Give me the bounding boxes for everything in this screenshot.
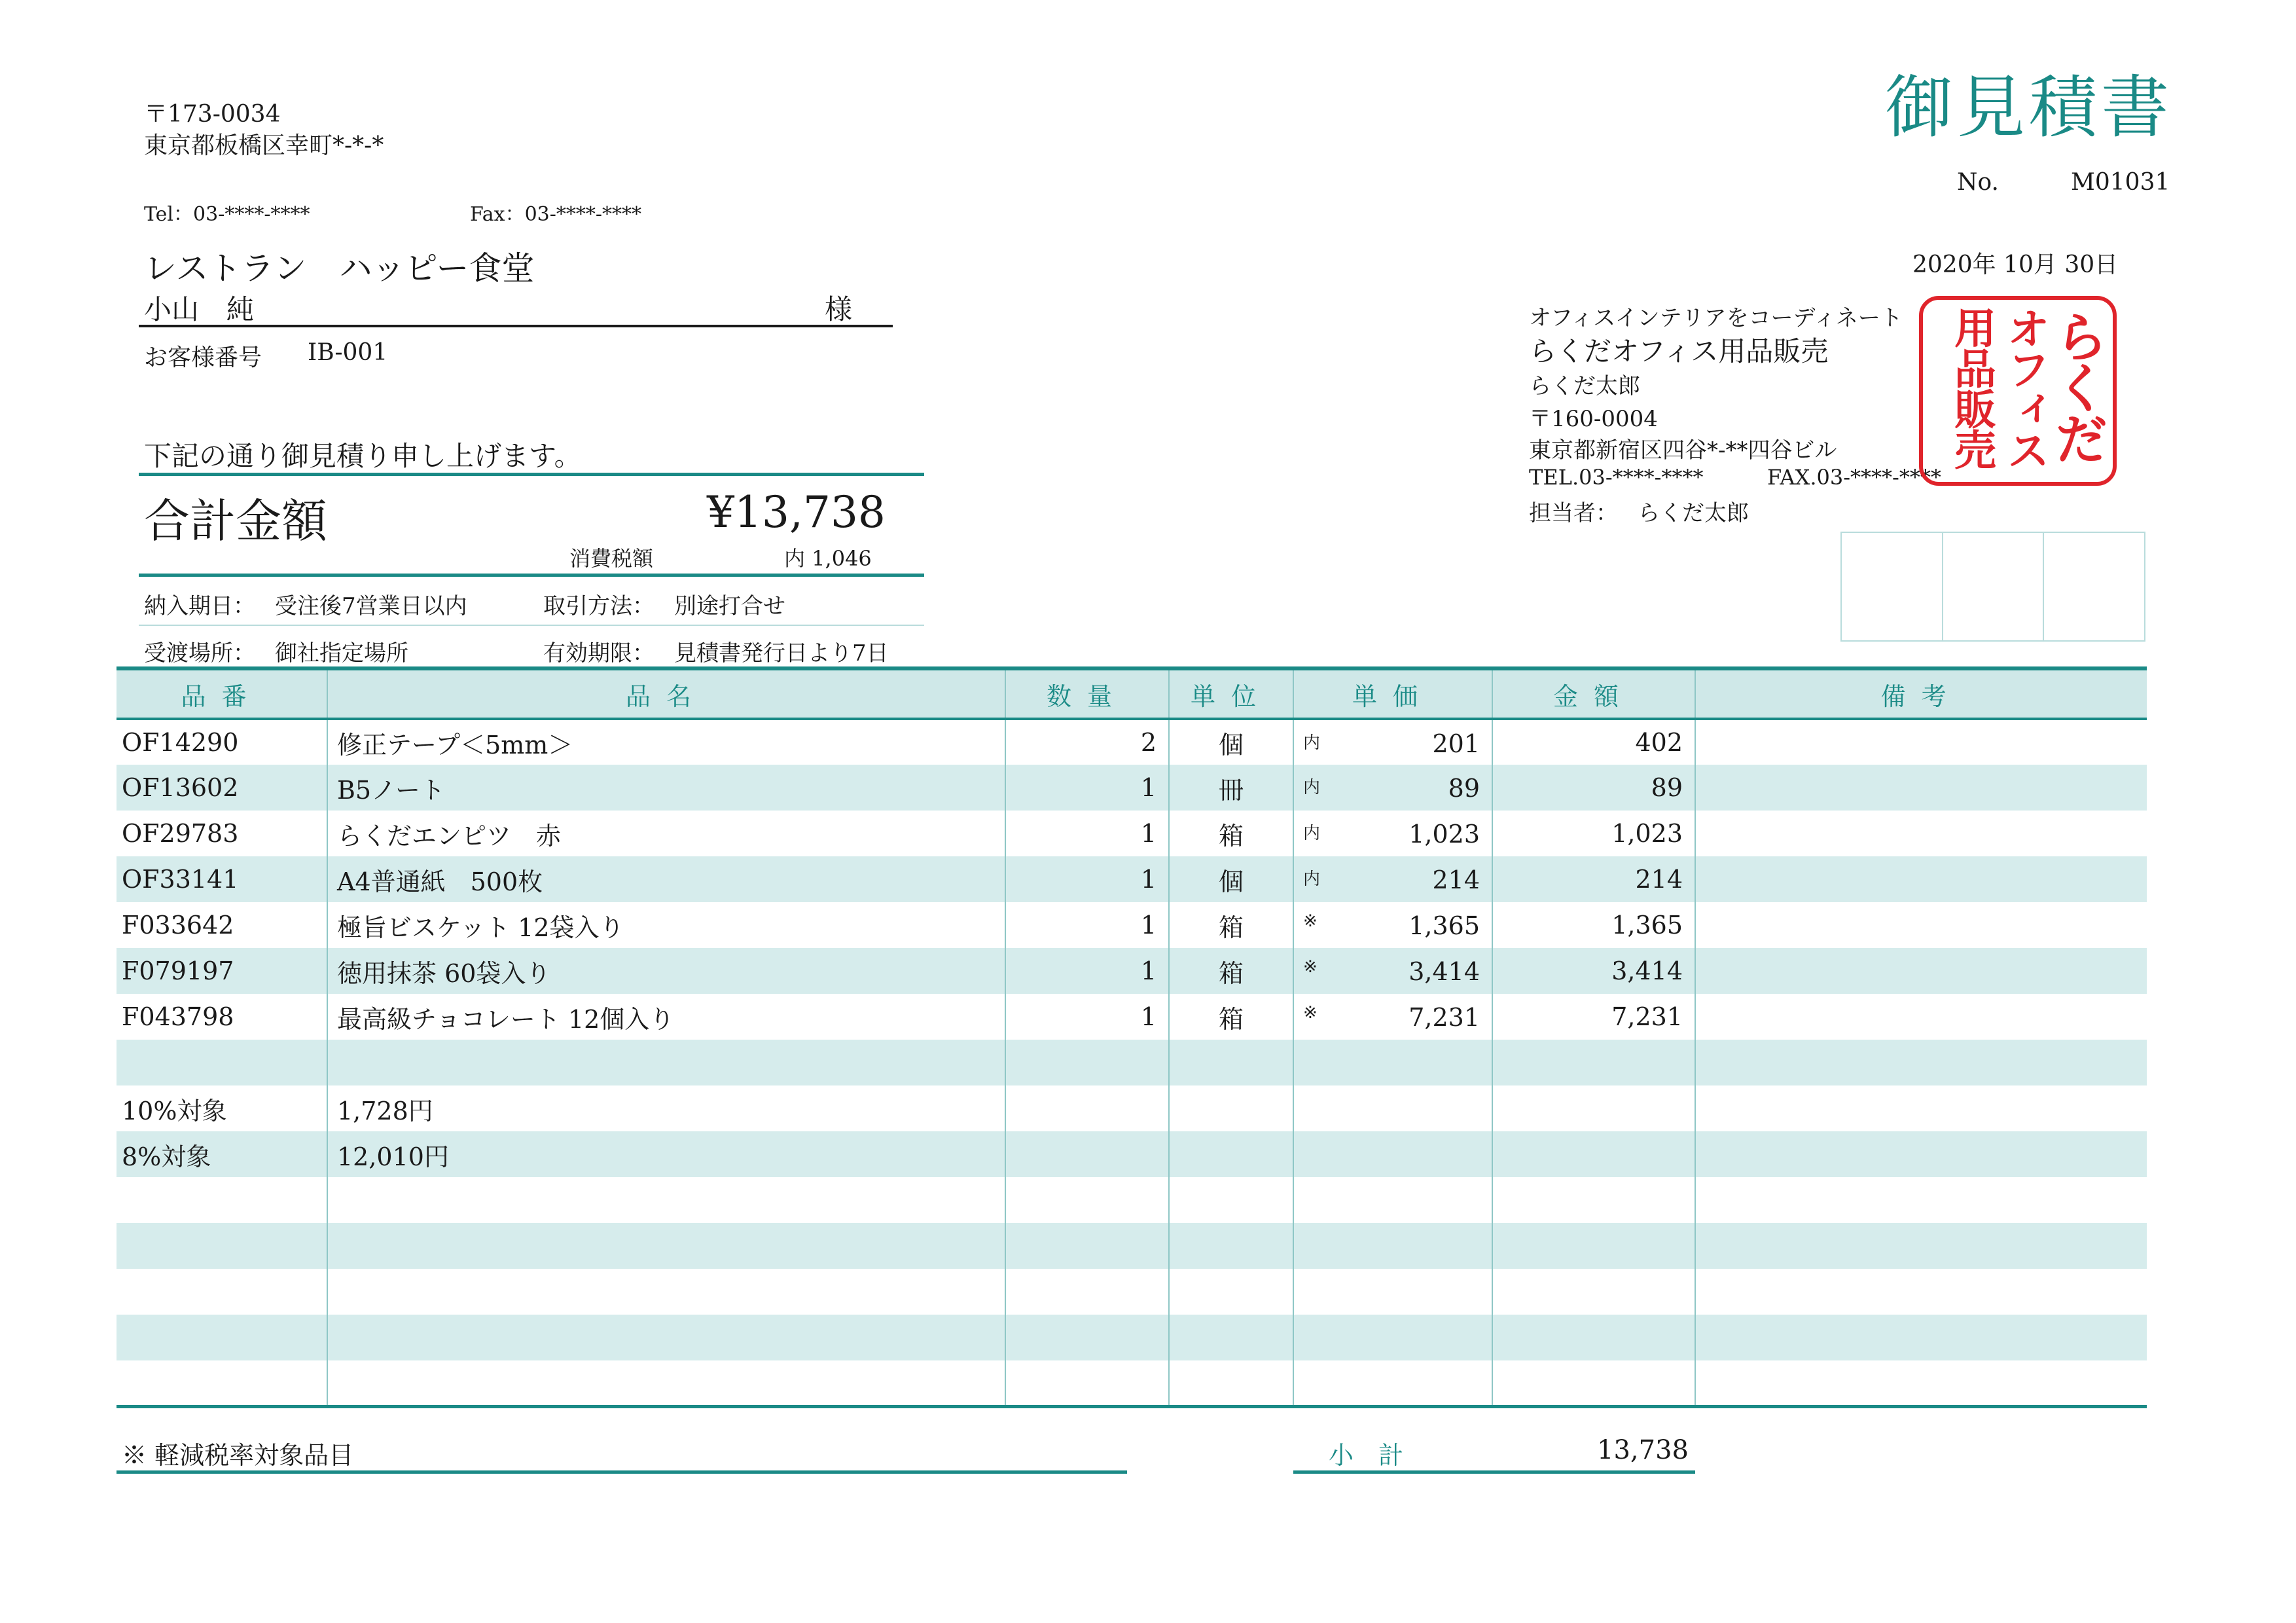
cell-amount: 214 xyxy=(1492,856,1695,902)
cell-unit: 個 xyxy=(1169,719,1293,765)
cell-unit: 箱 xyxy=(1169,994,1293,1040)
cell-note xyxy=(1695,994,2147,1040)
note-underline xyxy=(117,1470,1127,1474)
total-label: 合計金額 xyxy=(144,494,327,548)
items-table xyxy=(117,666,2147,1408)
cell-note xyxy=(1695,719,2147,765)
table-header xyxy=(117,668,2147,719)
sender-postal: 〒173-0034 xyxy=(144,101,281,128)
cell-price xyxy=(1293,811,1492,856)
table-row xyxy=(117,856,2147,902)
reduced-tax-note: ※ 軽減税率対象品目 xyxy=(122,1441,354,1470)
cell-price xyxy=(1293,948,1492,994)
document-title: 御見積書 xyxy=(1885,67,2174,147)
table-row-empty xyxy=(117,1223,2147,1269)
table-row-empty xyxy=(117,1360,2147,1406)
cell-code: F033642 xyxy=(122,911,234,939)
table-row-empty xyxy=(117,1040,2147,1085)
table-row xyxy=(117,994,2147,1040)
tax-10-value: 1,728円 xyxy=(327,1085,1005,1131)
company-stamp xyxy=(1919,296,2117,486)
tax-row-10 xyxy=(117,1085,2147,1131)
customer-company: レストラン ハッピー食堂 xyxy=(144,249,535,287)
cell-note xyxy=(1695,856,2147,902)
seal-box xyxy=(2044,533,2144,640)
tax-amount: 内 1,046 xyxy=(784,546,872,571)
approval-seal-boxes xyxy=(1840,532,2145,642)
validity-label: 有効期限： xyxy=(543,640,655,666)
cell-name: A4普通紙 500枚 xyxy=(327,856,1005,902)
cell-amount: 89 xyxy=(1492,765,1695,811)
table-row xyxy=(117,719,2147,765)
cell-name: B5ノート xyxy=(327,765,1005,811)
customer-honorific: 様 xyxy=(825,293,853,325)
cell-price xyxy=(1293,856,1492,902)
cell-code: OF13602 xyxy=(117,765,327,811)
cell-amount: 7,231 xyxy=(1492,994,1695,1040)
cell-note xyxy=(1695,902,2147,948)
summary-mid-rule xyxy=(139,625,924,626)
cell-qty: 1 xyxy=(1005,765,1169,811)
cell-note xyxy=(1695,765,2147,811)
subtotal-amount: 13,738 xyxy=(1597,1435,1689,1465)
issuer-contact: らくだ太郎 xyxy=(1638,500,1749,526)
cell-note xyxy=(1695,948,2147,994)
customer-number-label: お客様番号 xyxy=(144,344,262,371)
cell-qty: 1 xyxy=(1005,948,1169,994)
cell-amount: 402 xyxy=(1492,719,1695,765)
tax-8-label: 8%対象 xyxy=(117,1131,327,1177)
tax-label: 消費税額 xyxy=(569,546,654,571)
intro-text: 下記の通り御見積り申し上げます。 xyxy=(144,440,582,472)
cell-name: 徳用抹茶 60袋入り xyxy=(327,948,1005,994)
table-row xyxy=(117,948,2147,994)
delivery-label: 納入期日： xyxy=(144,593,255,619)
cell-name: 極旨ビスケット 12袋入り xyxy=(327,902,1005,948)
cell-qty: 1 xyxy=(1005,902,1169,948)
price-mark: 内 xyxy=(1303,824,1321,843)
header-note: 備考 xyxy=(1695,668,2147,719)
cell-code: OF14290 xyxy=(122,728,239,757)
price-mark: 内 xyxy=(1303,778,1321,797)
cell-unit: 箱 xyxy=(1169,902,1293,948)
price-value: 3,414 xyxy=(1408,957,1480,986)
cell-unit: 冊 xyxy=(1169,765,1293,811)
cell-note xyxy=(1695,811,2147,856)
cell-amount: 1,365 xyxy=(1492,902,1695,948)
stamp-line-2: オフィス xyxy=(2000,306,2050,469)
cell-code: OF29783 xyxy=(122,819,239,848)
customer-person: 小山 純 xyxy=(144,293,255,325)
subtotal-underline xyxy=(1293,1470,1695,1474)
cell-qty: 1 xyxy=(1005,856,1169,902)
table-row-empty xyxy=(117,1269,2147,1315)
delivery-value: 受注後7営業日以内 xyxy=(275,593,467,619)
price-value: 7,231 xyxy=(1408,1003,1480,1032)
cell-price xyxy=(1293,765,1492,811)
header-price: 単価 xyxy=(1293,668,1492,719)
issuer-tagline: オフィスインテリアをコーディネート xyxy=(1529,305,1903,331)
summary-bottom-rule xyxy=(139,574,924,577)
sender-fax: Fax：03-****-**** xyxy=(470,203,642,226)
place-label: 受渡場所： xyxy=(144,640,255,666)
cell-code: F043798 xyxy=(122,1002,234,1031)
sender-address: 東京都板橋区幸町*-*-* xyxy=(144,132,384,159)
cell-price xyxy=(1293,719,1492,765)
header-amount: 金額 xyxy=(1492,668,1695,719)
price-value: 214 xyxy=(1432,866,1480,894)
document-no: M01031 xyxy=(2071,169,2170,196)
summary-top-rule xyxy=(139,473,924,476)
header-code: 品番 xyxy=(117,668,327,719)
price-mark: ※ xyxy=(1303,1003,1318,1023)
price-value: 1,023 xyxy=(1408,820,1480,848)
cell-name: らくだエンピツ 赤 xyxy=(327,811,1005,856)
customer-underline xyxy=(139,325,893,327)
table-row xyxy=(117,765,2147,811)
issuer-postal: 〒160-0004 xyxy=(1529,406,1658,432)
issuer-tel: TEL.03-****-**** xyxy=(1529,465,1704,490)
seal-box xyxy=(1943,533,2045,640)
payment-value: 別途打合せ xyxy=(674,593,785,619)
total-amount: ¥13,738 xyxy=(707,487,886,538)
table-row-empty xyxy=(117,1177,2147,1223)
price-value: 201 xyxy=(1432,729,1480,758)
cell-amount: 3,414 xyxy=(1492,948,1695,994)
tax-10-label: 10%対象 xyxy=(122,1096,227,1125)
cell-name: 修正テープ＜5mm＞ xyxy=(327,719,1005,765)
stamp-line-1: らくだ xyxy=(2046,309,2108,462)
table-row xyxy=(117,811,2147,856)
cell-name: 最高級チョコレート 12個入り xyxy=(327,994,1005,1040)
cell-unit: 個 xyxy=(1169,856,1293,902)
issuer-fax: FAX.03-****-**** xyxy=(1767,465,1941,490)
stamp-line-3: 用品販売 xyxy=(1947,306,1996,469)
tax-8-value: 12,010円 xyxy=(327,1131,1005,1177)
price-mark: 内 xyxy=(1303,733,1321,753)
seal-box xyxy=(1842,533,1943,640)
subtotal-label: 小 計 xyxy=(1329,1441,1404,1470)
issuer-person: らくだ太郎 xyxy=(1529,373,1640,399)
issuer-address: 東京都新宿区四谷*-**四谷ビル xyxy=(1529,437,1837,464)
cell-qty: 2 xyxy=(1005,719,1169,765)
cell-code: OF33141 xyxy=(117,856,327,902)
cell-price xyxy=(1293,902,1492,948)
document-no-label: No. xyxy=(1957,169,1999,196)
table-row xyxy=(117,902,2147,948)
issuer-contact-label: 担当者： xyxy=(1529,500,1618,526)
customer-number: IB-001 xyxy=(308,339,388,366)
payment-label: 取引方法： xyxy=(543,593,655,619)
price-value: 89 xyxy=(1448,774,1480,803)
sender-tel: Tel：03-****-**** xyxy=(144,203,310,226)
header-unit: 単位 xyxy=(1169,668,1293,719)
price-mark: 内 xyxy=(1303,869,1321,889)
place-value: 御社指定場所 xyxy=(275,640,408,666)
issuer-company: らくだオフィス用品販売 xyxy=(1529,335,1829,367)
validity-value: 見積書発行日より7日 xyxy=(674,640,889,666)
tax-row-8 xyxy=(117,1131,2147,1177)
cell-amount: 1,023 xyxy=(1492,811,1695,856)
document-date: 2020年 10月 30日 xyxy=(1912,251,2119,278)
cell-qty: 1 xyxy=(1005,811,1169,856)
price-mark: ※ xyxy=(1303,957,1318,977)
cell-qty: 1 xyxy=(1005,994,1169,1040)
price-value: 1,365 xyxy=(1408,911,1480,940)
cell-unit: 箱 xyxy=(1169,948,1293,994)
table-row-empty xyxy=(117,1315,2147,1360)
cell-code: F079197 xyxy=(117,948,327,994)
cell-price xyxy=(1293,994,1492,1040)
header-qty: 数量 xyxy=(1005,668,1169,719)
cell-unit: 箱 xyxy=(1169,811,1293,856)
header-name: 品名 xyxy=(327,668,1005,719)
price-mark: ※ xyxy=(1303,911,1318,931)
